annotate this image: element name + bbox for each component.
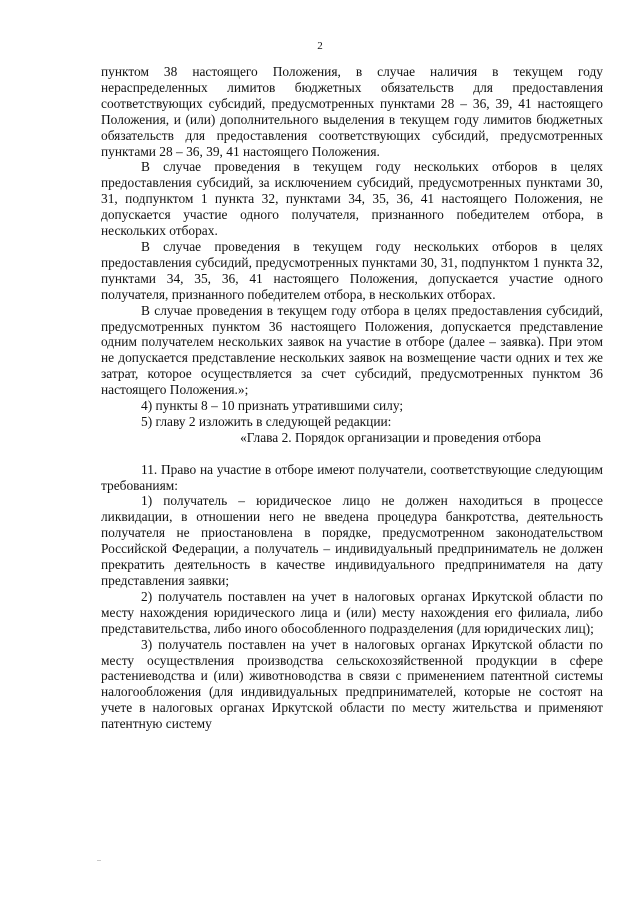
chapter-heading: «Глава 2. Порядок организации и проведения отбора [240, 429, 541, 445]
paragraph-item-5: 5) главу 2 изложить в следующей редакции: [141, 413, 392, 429]
paragraph-multiple-selections-restriction: В случае проведения в текущем году нескольких отборов в целях предоставления субсидий, за исключением субсидий, предусмотренных пунктами 30, 31, подпунктом 1 пункта 32, пунктами 34, 35, 36, 41 настоящего Положения, не допускается участие одного получателя, признанного победителем отбора, в нескольких отборах. [101, 159, 603, 239]
document-body [101, 64, 603, 732]
paragraph-multiple-applications: В случае проведения в текущем году отбора в целях предоставления субсидий, предусмотренных пунктом 36 настоящего Положения, допускается представление одним получателем нескольких заявок на участие в отборе (далее – заявка). При этом не допускается представление нескольких заявок на возмещение части одних и тех же затрат, которое осуществляется за счет субсидий, предусмотренных пунктом 36 настоящего Положения.»; [101, 302, 603, 398]
paragraph-continuation: пунктом 38 настоящего Положения, в случае наличия в текущем году нераспределенных лимитов бюджетных обязательств для предоставления соответствующих субсидий, предусмотренных пунктами 28 – 36, 39, 41 настоящего Положения, и (или) дополнительного выделения в текущем году лимитов бюджетных обязательств для предоставления соответствующих субсидий, предусмотренных пунктами 28 – 36, 39, 41 настоящего Положения. [101, 64, 603, 159]
blank-line [101, 446, 603, 462]
paragraph-clause-11: 11. Право на участие в отборе имеют получатели, соответствующие следующим требованиям: [101, 461, 603, 493]
paragraph-item-4: 4) пункты 8 – 10 признать утратившими силу; [141, 398, 404, 414]
page-number: 2 [317, 40, 323, 52]
paragraph-requirement-1: 1) получатель – юридическое лицо не должен находиться в процессе ликвидации, в отношении него не введена процедура банкротства, деятельность получателя не приостановлена в порядке, предусмотренном законодательством Российской Федерации, а получатель – индивидуальный предприниматель не должен прекратить деятельность в качестве индивидуального предпринимателя на дату представления заявки; [101, 493, 603, 588]
paragraph-requirement-2: 2) получатель поставлен на учет в налоговых органах Иркутской области по месту нахождения юридического лица и (или) месту нахождения его филиала, либо представительства, либо иного обособленного подразделения (для юридических лиц); [101, 588, 603, 636]
scan-artifact [97, 860, 101, 861]
paragraph-requirement-3: 3) получатель поставлен на учет в налоговых органах Иркутской области по месту осуществления производства сельскохозяйственной продукции в сфере растениеводства и (или) животноводства в связи с применением патентной системы налогообложения (для индивидуальных предпринимателей, которые не состоят на учете в налоговых органах Иркутской области по месту жительства и применяют патентную систему [101, 636, 603, 732]
paragraph-multiple-selections-allowed: В случае проведения в текущем году нескольких отборов в целях предоставления субсидий, предусмотренных пунктами 30, 31, подпунктом 1 пункта 32, пунктами 34, 35, 36, 41 настоящего Положения, допускается участие одного получателя, признанного победителем отбора, в нескольких отборах. [101, 238, 603, 302]
